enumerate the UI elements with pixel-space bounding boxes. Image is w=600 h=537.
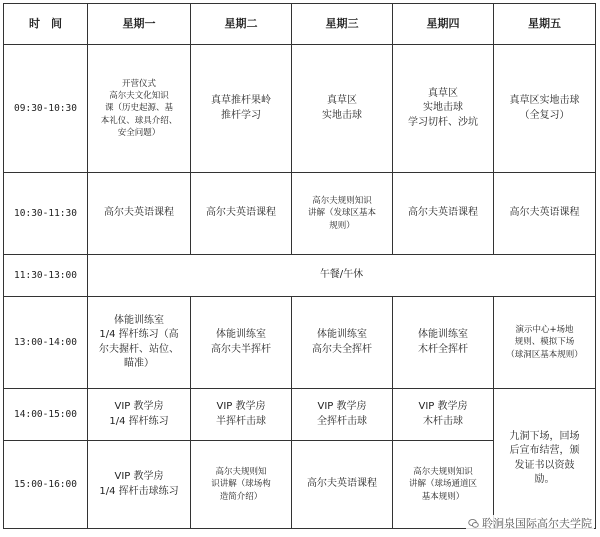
cell-wednesday: 高尔夫英语课程 — [292, 441, 393, 529]
time-slot: 15:00-16:00 — [4, 441, 88, 529]
cell-monday: VIP 教学房 1/4 挥杆练习 — [88, 389, 191, 441]
cell-thursday: 高尔夫英语课程 — [393, 173, 494, 255]
cell-thursday: 真草区 实地击球 学习切杆、沙坑 — [393, 45, 494, 173]
cell-tuesday: 真草推杆果岭 推杆学习 — [191, 45, 292, 173]
header-row — [4, 4, 596, 45]
cell-monday: 体能训练室 1/4 挥杆练习（高 尔夫握杆、站位、 瞄准） — [88, 297, 191, 389]
table-row — [4, 297, 596, 389]
cell-wednesday: 真草区 实地击球 — [292, 45, 393, 173]
time-slot: 11:30-13:00 — [4, 255, 88, 297]
cell-monday: VIP 教学房 1/4 挥杆击球练习 — [88, 441, 191, 529]
cell-wednesday: 体能训练室 高尔夫全挥杆 — [292, 297, 393, 389]
cell-tuesday: VIP 教学房 半挥杆击球 — [191, 389, 292, 441]
cell-tuesday: 体能训练室 高尔夫半挥杆 — [191, 297, 292, 389]
cell-tuesday: 高尔夫英语课程 — [191, 173, 292, 255]
header-tuesday: 星期二 — [191, 4, 292, 45]
time-slot: 14:00-15:00 — [4, 389, 88, 441]
cell-thursday: 高尔夫规则知识 讲解（球场通道区 基本规则） — [393, 441, 494, 529]
cell-monday: 高尔夫英语课程 — [88, 173, 191, 255]
lunch-cell: 午餐/午休 — [88, 255, 596, 297]
schedule-table — [3, 3, 596, 529]
cell-wednesday: 高尔夫规则知识 讲解（发球区基本 规则） — [292, 173, 393, 255]
cell-wednesday: VIP 教学房 全挥杆击球 — [292, 389, 393, 441]
header-wednesday: 星期三 — [292, 4, 393, 45]
cell-monday: 开营仪式 高尔夫文化知识 课（历史起源、基 本礼仪、球具介绍、 安全问题） — [88, 45, 191, 173]
time-slot: 09:30-10:30 — [4, 45, 88, 173]
cell-tuesday: 高尔夫规则知 识讲解（球场构 造简介绍） — [191, 441, 292, 529]
table-row — [4, 255, 596, 297]
header-friday: 星期五 — [494, 4, 596, 45]
table-row — [4, 45, 596, 173]
wechat-logo-icon — [468, 518, 479, 529]
header-thursday: 星期四 — [393, 4, 494, 45]
cell-friday: 演示中心+场地 规则、模拟下场 （球洞区基本规则） — [494, 297, 596, 389]
cell-thursday: 体能训练室 木杆全挥杆 — [393, 297, 494, 389]
watermark — [466, 515, 594, 531]
watermark-text: 聆涧泉国际高尔夫学院 — [482, 517, 592, 530]
header-time: 时 间 — [4, 4, 88, 45]
table-row — [4, 389, 596, 441]
cell-thursday: VIP 教学房 木杆击球 — [393, 389, 494, 441]
table-row — [4, 173, 596, 255]
time-slot: 10:30-11:30 — [4, 173, 88, 255]
header-monday: 星期一 — [88, 4, 191, 45]
cell-friday: 九洞下场，回场 后宣布结营，颁 发证书以资鼓 励。 — [494, 389, 596, 529]
cell-friday: 高尔夫英语课程 — [494, 173, 596, 255]
cell-friday: 真草区实地击球 （全复习） — [494, 45, 596, 173]
time-slot: 13:00-14:00 — [4, 297, 88, 389]
